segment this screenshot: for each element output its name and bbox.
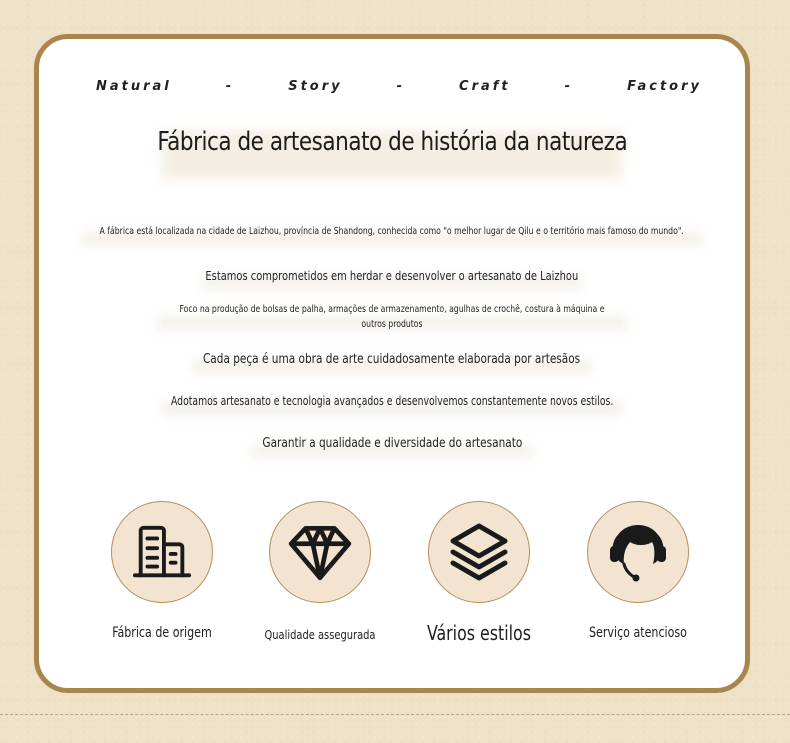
feature-icon-circle	[587, 501, 689, 603]
description-line-quality	[39, 436, 745, 451]
features-row	[39, 501, 745, 661]
feature-label: Vários estilos	[427, 621, 531, 645]
feature-icon-circle	[269, 501, 371, 603]
building-icon	[131, 521, 193, 583]
description-line-technology	[39, 394, 745, 408]
location-text: A fábrica está localizada na cidade de Laizhou, província de Shandong, conhecida como "o melhor lugar de Qilu e o território mais famoso do mundo".	[99, 226, 685, 237]
feature-attentive-service	[558, 501, 718, 641]
description-line-products	[39, 302, 745, 332]
nav-item-factory[interactable]: Factory	[627, 79, 702, 94]
nav-separator: -	[225, 79, 235, 94]
feature-icon-circle	[428, 501, 530, 603]
feature-label: Serviço atencioso	[589, 625, 687, 641]
feature-label: Fábrica de origem	[112, 625, 212, 641]
nav-separator: -	[396, 79, 406, 94]
description-line-location	[39, 226, 745, 237]
feature-label: Qualidade assegurada	[264, 627, 376, 642]
feature-various-styles	[399, 501, 559, 645]
layers-icon	[447, 520, 511, 584]
headset-icon	[606, 520, 670, 584]
page-title: Fábrica de artesanato de história da natureza	[157, 127, 627, 157]
artisans-text: Cada peça é uma obra de arte cuidadosamente elaborada por artesãos	[203, 352, 581, 367]
top-nav	[96, 79, 702, 94]
nav-item-craft[interactable]: Craft	[459, 79, 511, 94]
feature-quality-assured	[240, 501, 400, 642]
nav-item-natural[interactable]: Natural	[96, 79, 172, 94]
commitment-text: Estamos comprometidos em herdar e desenvolver o artesanato de Laizhou	[205, 268, 579, 283]
content-card	[34, 34, 750, 693]
technology-text: Adotamos artesanato e tecnologia avançados e desenvolvemos constantemente novos estilos.	[170, 394, 614, 408]
products-text: Foco na produção de bolsas de palha, armações de armazenamento, agulhas de crochê, costura à máquina e outros produtos	[179, 304, 605, 330]
nav-separator: -	[564, 79, 574, 94]
feature-icon-circle	[111, 501, 213, 603]
nav-item-story[interactable]: Story	[288, 79, 343, 94]
description-line-commitment	[39, 268, 745, 283]
bottom-dashed-divider	[0, 714, 790, 715]
diamond-icon	[287, 519, 353, 585]
description-line-artisans	[39, 352, 745, 367]
quality-text: Garantir a qualidade e diversidade do artesanato	[262, 436, 522, 451]
title-block	[39, 127, 745, 157]
feature-origin-factory	[82, 501, 242, 641]
